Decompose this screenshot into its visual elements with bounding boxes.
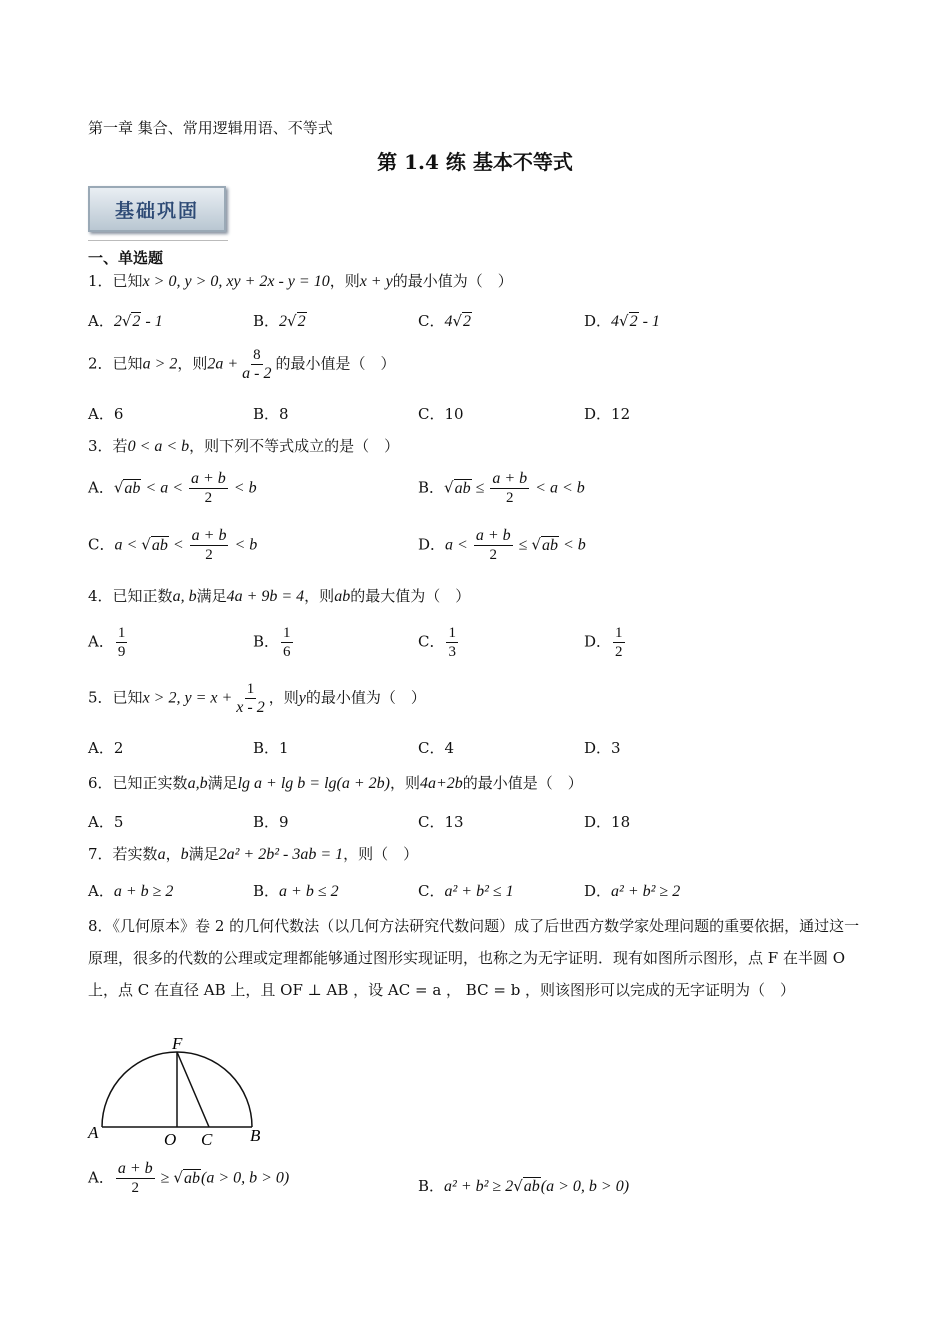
option-label: D． xyxy=(584,405,612,423)
denominator: 2 xyxy=(204,490,213,506)
radicand: ab xyxy=(454,479,471,497)
question-text: 已知 xyxy=(112,272,143,290)
option-value: 9 xyxy=(279,813,289,831)
question-number: 7． xyxy=(88,845,113,863)
question-text: 若实数 xyxy=(112,845,158,863)
question-text: 《几何原本》卷 2 的几何代数法（以几何方法研究代数问题）成了后世西方数学家处理问题的重要依据，通过这一原理，很多的代数的公理或定理都能够通过图形实现证明，也称之为无字证明．现有如图所示图形，点 F 在半圆 O 上，点 C 在直径 AB 上，且 OF ⊥ AB ，设 AC = a ， BC = b ，则该图形可以完成的无字证明为（ ） xyxy=(88,917,860,999)
numerator: a + b xyxy=(492,470,528,487)
numerator: a + b xyxy=(191,527,227,544)
option-value: 1 xyxy=(279,739,289,757)
label-f: F xyxy=(172,1034,183,1053)
option-2d[interactable] xyxy=(584,403,630,424)
radicand: 2 xyxy=(132,313,141,330)
section-banner xyxy=(88,186,226,232)
option-3b[interactable]: B．√ab ≤ $\frac{a + b}{2}$ < a < b xyxy=(418,470,585,506)
radicand: 2 xyxy=(463,313,472,330)
math-term: < a < b xyxy=(531,479,585,497)
numerator: 8 xyxy=(253,347,261,363)
question-5 xyxy=(88,680,426,717)
option-3d[interactable]: D．a < $\frac{a + b}{2}$ ≤ √ab < b xyxy=(418,527,586,563)
option-value: 10 xyxy=(444,405,464,423)
question-text: ，则 xyxy=(268,688,299,707)
fraction xyxy=(474,527,513,564)
fraction xyxy=(190,527,229,564)
option-value: 2 xyxy=(113,739,124,757)
option-label: C． xyxy=(418,405,445,423)
radicand: 2 xyxy=(629,313,638,330)
option-label: B． xyxy=(418,478,445,497)
option-6d[interactable] xyxy=(584,811,630,832)
option-label: A． xyxy=(88,632,114,651)
option-3c[interactable]: C．a < √ab < $\frac{a + b}{2}$ < b xyxy=(88,527,258,563)
option-4c[interactable] xyxy=(418,624,460,661)
coefficient: 2 xyxy=(113,313,122,330)
question-text: ， xyxy=(165,845,181,863)
option-label: A． xyxy=(88,1168,114,1187)
option-value: a + b ≤ 2 xyxy=(279,883,339,900)
page-title: 第 1.4 练 基本不等式 xyxy=(377,150,573,174)
option-6b[interactable] xyxy=(253,811,289,832)
option-1a[interactable]: A．2√2 - 1 xyxy=(88,312,163,330)
math-term: ≤ xyxy=(514,536,532,554)
denominator: 2 xyxy=(489,547,497,563)
math-condition: x > 0, y > 0, xy + 2x - y = 10 xyxy=(142,273,330,290)
option-value: a² + b² ≤ 1 xyxy=(444,883,514,900)
section-heading: 一、单选题 xyxy=(88,249,164,267)
option-value: a + b ≥ 2 xyxy=(113,883,174,900)
math-term: ≥ xyxy=(156,1169,174,1187)
numerator: 1 xyxy=(117,625,126,641)
option-7c[interactable] xyxy=(418,880,514,901)
numerator: a + b xyxy=(475,527,511,544)
math-expression: ab xyxy=(334,588,351,605)
option-1b[interactable]: B．2√2 xyxy=(253,312,306,330)
option-label: D． xyxy=(584,882,612,900)
option-label: A． xyxy=(88,882,114,900)
question-4 xyxy=(88,585,470,608)
option-4b[interactable] xyxy=(253,624,295,661)
question-6 xyxy=(88,772,583,795)
option-2a[interactable] xyxy=(88,403,123,424)
math-term: - 1 xyxy=(638,313,660,330)
option-5b[interactable] xyxy=(253,737,289,758)
numerator: 1 xyxy=(615,625,623,641)
option-2b[interactable] xyxy=(253,403,289,424)
question-text: 满足 xyxy=(207,774,238,792)
option-label: C． xyxy=(418,739,445,757)
math-term: < b xyxy=(229,479,257,497)
option-label: C． xyxy=(88,535,115,554)
option-value: 5 xyxy=(113,813,124,831)
option-value: 4 xyxy=(444,739,455,757)
math-term: (a > 0, b > 0) xyxy=(540,1178,630,1195)
segment-fc xyxy=(177,1052,209,1127)
option-8a[interactable]: A． $\frac{a + b}{2}$ ≥ √ab(a > 0, b > 0) xyxy=(88,1160,290,1196)
radicand: ab xyxy=(151,536,168,554)
math-expression: 4a + 9b = 4 xyxy=(226,588,305,605)
option-1d[interactable]: D．4√2 - 1 xyxy=(584,312,660,330)
question-text: 的最小值是（ ） xyxy=(275,354,396,373)
math-expression: 2a² + 2b² - 3ab = 1 xyxy=(218,846,344,863)
math-term: (a > 0, b > 0) xyxy=(200,1169,290,1187)
chapter-heading: 第一章 集合、常用逻辑用语、不等式 xyxy=(88,119,333,137)
question-text: 满足 xyxy=(196,587,227,605)
question-number: 1． xyxy=(88,272,113,290)
option-4d[interactable] xyxy=(584,624,627,661)
option-label: A． xyxy=(88,478,114,497)
question-text: ，则 xyxy=(389,774,420,792)
option-1c[interactable]: C．4√2 xyxy=(418,312,472,330)
question-text: ，则下列不等式成立的是（ ） xyxy=(189,437,400,455)
numerator: 1 xyxy=(246,681,255,697)
option-value: 3 xyxy=(611,739,621,757)
question-text: ，则 xyxy=(304,587,335,605)
option-label: A． xyxy=(88,312,114,330)
math-variable: a xyxy=(157,846,166,863)
option-label: C． xyxy=(418,813,445,831)
question-text: 满足 xyxy=(188,845,219,863)
denominator: 2 xyxy=(615,644,623,660)
denominator: x - 2 xyxy=(236,699,265,716)
option-label: B． xyxy=(253,405,280,423)
option-6a[interactable] xyxy=(88,811,123,832)
option-label: C． xyxy=(418,632,445,651)
option-label: B． xyxy=(418,1177,445,1195)
question-text: 的最小值为（ ） xyxy=(392,272,513,290)
option-label: A． xyxy=(88,405,114,423)
math-expression: y xyxy=(298,689,306,707)
fraction xyxy=(490,470,529,507)
question-text: ，则 xyxy=(177,354,208,373)
question-7 xyxy=(88,843,418,866)
fraction xyxy=(240,346,273,383)
option-2c[interactable] xyxy=(418,403,464,424)
option-label: A． xyxy=(88,813,114,831)
math-term: a < xyxy=(445,536,472,554)
option-label: A． xyxy=(88,739,114,757)
question-text: 的最小值是（ ） xyxy=(462,774,583,792)
numerator: 1 xyxy=(448,625,456,641)
fraction xyxy=(613,624,625,661)
coefficient: 2 xyxy=(279,313,288,330)
label-b: B xyxy=(250,1126,261,1145)
denominator: 2 xyxy=(205,547,213,563)
denominator: a - 2 xyxy=(242,365,272,382)
option-value: 8 xyxy=(279,405,289,423)
radicand: ab xyxy=(523,1178,540,1195)
denominator: 2 xyxy=(131,1180,139,1196)
option-value: a² + b² ≥ 2 xyxy=(611,883,681,900)
math-condition: 0 < a < b xyxy=(127,438,190,455)
option-7b[interactable] xyxy=(253,880,339,901)
question-1 xyxy=(88,270,513,293)
option-3a[interactable]: A．√ab < a < $\frac{a + b}{2}$ < b xyxy=(88,470,257,506)
semicircle-figure xyxy=(84,1034,274,1149)
question-3 xyxy=(88,435,399,458)
denominator: 6 xyxy=(283,644,291,660)
option-label: C． xyxy=(418,312,445,330)
question-text: 已知正实数 xyxy=(112,774,188,792)
radicand: ab xyxy=(541,536,558,554)
option-label: D． xyxy=(584,632,612,651)
denominator: 9 xyxy=(117,644,126,660)
math-term: a² + b² ≥ 2 xyxy=(444,1178,514,1195)
math-condition: a,b xyxy=(187,775,208,792)
question-number: 2． xyxy=(88,354,113,373)
math-expression: 2a + xyxy=(207,355,239,373)
option-5a[interactable] xyxy=(88,737,123,758)
question-text: 已知正数 xyxy=(112,587,173,605)
question-number: 3． xyxy=(88,437,113,455)
radicand: 2 xyxy=(297,313,306,330)
question-2 xyxy=(88,346,396,383)
option-6c[interactable] xyxy=(418,811,464,832)
question-number: 6． xyxy=(88,774,113,792)
option-label: D． xyxy=(584,739,612,757)
banner-label: 基础巩固 xyxy=(114,199,199,222)
label-a: A xyxy=(88,1123,99,1142)
question-text: 的最大值为（ ） xyxy=(350,587,471,605)
radicand: ab xyxy=(124,479,141,497)
option-label: B． xyxy=(253,813,280,831)
option-7d[interactable] xyxy=(584,880,680,901)
option-5d[interactable] xyxy=(584,737,621,758)
divider xyxy=(88,240,228,241)
question-text: ，则（ ） xyxy=(343,845,419,863)
option-label: B． xyxy=(253,312,280,330)
question-text: 的最小值为（ ） xyxy=(305,688,426,707)
numerator: a + b xyxy=(191,470,226,487)
question-text: 已知 xyxy=(112,354,143,373)
option-4a[interactable] xyxy=(88,624,129,661)
fraction xyxy=(116,1160,155,1197)
math-variable: b xyxy=(180,846,189,863)
math-condition: a, b xyxy=(172,588,197,605)
option-label: C． xyxy=(418,882,445,900)
question-number: 5． xyxy=(88,688,113,707)
fraction xyxy=(281,624,293,661)
label-o: O xyxy=(164,1130,177,1149)
math-condition: a > 2 xyxy=(142,355,178,373)
radicand: ab xyxy=(183,1169,200,1187)
option-7a[interactable] xyxy=(88,880,173,901)
label-c: C xyxy=(201,1130,213,1149)
coefficient: 4 xyxy=(611,313,620,330)
fraction xyxy=(234,680,266,717)
math-term: < a < xyxy=(141,479,187,497)
denominator: 3 xyxy=(448,644,456,660)
question-8 xyxy=(88,910,868,1006)
denominator: 2 xyxy=(506,490,514,506)
fraction xyxy=(189,470,228,507)
fraction xyxy=(446,624,458,661)
option-8b[interactable]: B．a² + b² ≥ 2√ab(a > 0, b > 0) xyxy=(418,1177,630,1195)
math-term: < xyxy=(168,536,188,554)
option-label: B． xyxy=(253,739,280,757)
option-label: D． xyxy=(418,535,446,554)
math-expression: lg a + lg b = lg(a + 2b) xyxy=(237,775,390,792)
option-label: D． xyxy=(584,312,612,330)
math-term: a < xyxy=(114,536,142,554)
option-label: D． xyxy=(584,813,612,831)
question-number: 8． xyxy=(88,917,113,935)
option-5c[interactable] xyxy=(418,737,454,758)
option-value: 18 xyxy=(611,813,631,831)
math-term: < b xyxy=(230,536,258,554)
math-term: < b xyxy=(558,536,586,554)
math-term: ≤ xyxy=(471,479,489,497)
numerator: a + b xyxy=(117,1160,153,1177)
math-condition: x > 2, y = x + xyxy=(142,689,233,707)
math-expression: x + y xyxy=(359,273,393,290)
question-number: 4． xyxy=(88,587,113,605)
option-value: 6 xyxy=(113,405,124,423)
question-text: 已知 xyxy=(112,688,143,707)
coefficient: 4 xyxy=(444,313,453,330)
question-text: 若 xyxy=(112,437,128,455)
math-term: - 1 xyxy=(141,313,163,330)
option-value: 12 xyxy=(611,405,631,423)
option-label: B． xyxy=(253,882,280,900)
math-expression: 4a+2b xyxy=(419,775,463,792)
option-label: B． xyxy=(253,632,280,651)
question-text: ，则 xyxy=(329,272,360,290)
option-value: 13 xyxy=(444,813,464,831)
fraction xyxy=(116,624,128,661)
numerator: 1 xyxy=(283,625,291,641)
